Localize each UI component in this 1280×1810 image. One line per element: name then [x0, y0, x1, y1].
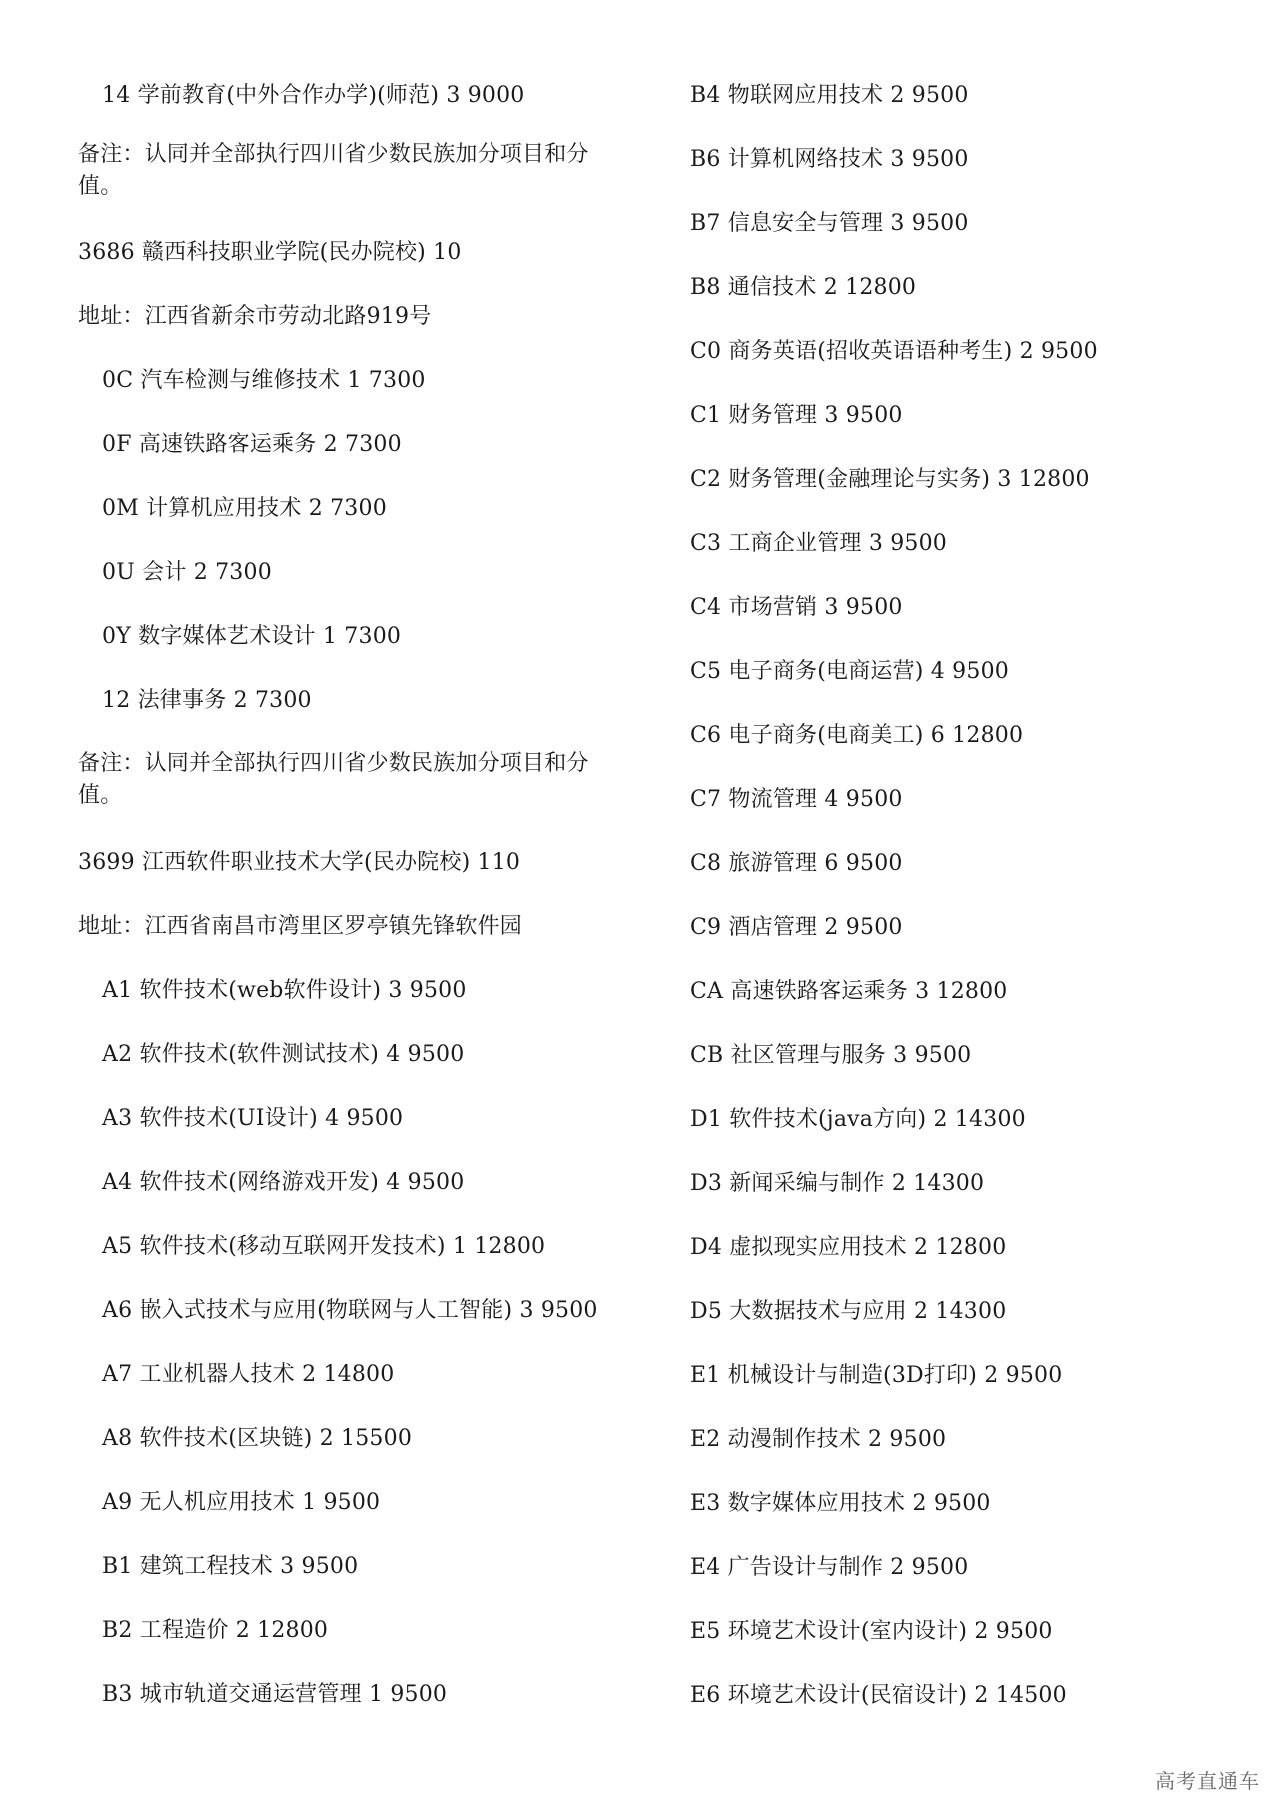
school-heading: 3699 江西软件职业技术大学(民办院校) 110 [78, 850, 521, 875]
major-entry: A1 软件技术(web软件设计) 3 9500 [102, 978, 467, 1003]
major-entry: 0Y 数字媒体艺术设计 1 7300 [102, 624, 402, 649]
major-entry: A3 软件技术(UI设计) 4 9500 [102, 1106, 404, 1131]
major-entry: 0M 计算机应用技术 2 7300 [102, 496, 387, 521]
school-address: 地址：江西省南昌市湾里区罗亭镇先锋软件园 [78, 914, 523, 939]
major-entry: C0 商务英语(招收英语语种考生) 2 9500 [690, 339, 1098, 364]
watermark: 高考直通车 [1155, 1769, 1260, 1793]
major-entry: 0C 汽车检测与维修技术 1 7300 [102, 368, 426, 393]
major-entry: D5 大数据技术与应用 2 14300 [690, 1299, 1007, 1324]
major-entry: E4 广告设计与制作 2 9500 [690, 1555, 969, 1580]
major-entry: C3 工商企业管理 3 9500 [690, 531, 947, 556]
school-heading: 3686 赣西科技职业学院(民办院校) 10 [78, 240, 462, 265]
major-entry: CB 社区管理与服务 3 9500 [690, 1043, 972, 1068]
major-entry: A5 软件技术(移动互联网开发技术) 1 12800 [102, 1234, 546, 1259]
major-entry: B1 建筑工程技术 3 9500 [102, 1554, 359, 1579]
major-entry: A8 软件技术(区块链) 2 15500 [102, 1426, 413, 1451]
major-entry: B4 物联网应用技术 2 9500 [690, 83, 969, 108]
major-entry: B3 城市轨道交通运营管理 1 9500 [102, 1682, 448, 1707]
major-entry: D3 新闻采编与制作 2 14300 [690, 1171, 985, 1196]
note-text: 备注：认同并全部执行四川省少数民族加分项目和分值。 [78, 751, 589, 808]
major-entry: CA 高速铁路客运乘务 3 12800 [690, 979, 1008, 1004]
major-entry: D1 软件技术(java方向) 2 14300 [690, 1107, 1026, 1132]
major-entry: 12 法律事务 2 7300 [102, 688, 312, 713]
major-entry: A2 软件技术(软件测试技术) 4 9500 [102, 1042, 465, 1067]
major-entry: C8 旅游管理 6 9500 [690, 851, 903, 876]
major-entry: C7 物流管理 4 9500 [690, 787, 903, 812]
major-entry: E5 环境艺术设计(室内设计) 2 9500 [690, 1619, 1053, 1644]
major-entry: C9 酒店管理 2 9500 [690, 915, 903, 940]
school-address: 地址：江西省新余市劳动北路919号 [78, 304, 432, 329]
major-entry: E1 机械设计与制造(3D打印) 2 9500 [690, 1363, 1063, 1388]
major-entry: E3 数字媒体应用技术 2 9500 [690, 1491, 991, 1516]
major-entry: A9 无人机应用技术 1 9500 [102, 1490, 381, 1515]
major-entry: C1 财务管理 3 9500 [690, 403, 903, 428]
major-entry: C4 市场营销 3 9500 [690, 595, 903, 620]
major-entry: A6 嵌入式技术与应用(物联网与人工智能) 3 9500 [102, 1298, 598, 1323]
major-entry: 0F 高速铁路客运乘务 2 7300 [102, 432, 402, 457]
major-entry: C6 电子商务(电商美工) 6 12800 [690, 723, 1024, 748]
note-text: 备注：认同并全部执行四川省少数民族加分项目和分值。 [78, 142, 589, 199]
major-entry: C2 财务管理(金融理论与实务) 3 12800 [690, 467, 1090, 492]
major-entry: A7 工业机器人技术 2 14800 [102, 1362, 395, 1387]
major-entry: E2 动漫制作技术 2 9500 [690, 1427, 947, 1452]
major-entry: B8 通信技术 2 12800 [690, 275, 917, 300]
major-entry: A4 软件技术(网络游戏开发) 4 9500 [102, 1170, 465, 1195]
major-entry: C5 电子商务(电商运营) 4 9500 [690, 659, 1009, 684]
major-entry: D4 虚拟现实应用技术 2 12800 [690, 1235, 1007, 1260]
major-entry: 14 学前教育(中外合作办学)(师范) 3 9000 [102, 83, 525, 108]
major-entry: B6 计算机网络技术 3 9500 [690, 147, 969, 172]
major-entry: 0U 会计 2 7300 [102, 560, 272, 585]
major-entry: E6 环境艺术设计(民宿设计) 2 14500 [690, 1683, 1067, 1708]
major-entry: B2 工程造价 2 12800 [102, 1618, 329, 1643]
major-entry: B7 信息安全与管理 3 9500 [690, 211, 969, 236]
